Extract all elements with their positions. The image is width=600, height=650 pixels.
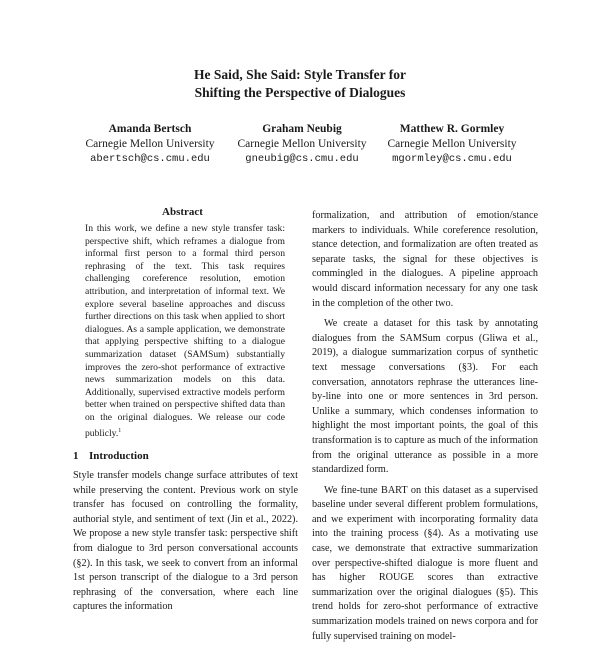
- author-3: [372, 122, 532, 167]
- body-paragraph: Style transfer models change surface attributes of text while preserving the content. Previous work on style transfer has focused on controlling the formality, authorial style, and sentiment of text (Jin et al., 2022). We propose a new style transfer task: perspective shift from dialogue to 3rd person conversational accounts (§2). In this task, we seek to convert from an informal 1st person transcript of the dialogue to a 3rd person rephrasing of the conversation, where each line captures the information: [73, 470, 298, 613]
- author-affiliation: Carnegie Mellon University: [237, 138, 367, 150]
- author-affiliation: Carnegie Mellon University: [85, 138, 215, 150]
- author-2: [222, 122, 382, 167]
- body-paragraph: formalization, and attribution of emotion/stance markers to individuals. While coreference resolution, stance detection, and formalization are often treated as separate tasks, the signal for these objectives is commingled in the dialogues. A pipeline approach would discard information necessary for any one task in the completion of the other two.: [312, 210, 538, 309]
- body-paragraph: We create a dataset for this task by annotating dialogues from the SAMSum corpus (Gliwa et al., 2019), a dialogue summarization corpus of synthetic text message conversations (§3). For each conversation, annotators rephrase the utterances line-by-line into one or more sentences in 3rd person. Unlike a summary, which condenses information to highlight the most important points, the goal of this transformation is to capture as much of the information from the original utterance as possible in a more standardized form.: [312, 318, 538, 476]
- section-title: Introduction: [89, 450, 149, 462]
- author-name: Matthew R. Gormley: [399, 123, 505, 135]
- introduction-left-column: [73, 469, 298, 615]
- author-affiliation: Carnegie Mellon University: [387, 138, 517, 150]
- section-number: 1: [73, 450, 79, 462]
- author-email: abertsch@cs.cmu.edu: [90, 153, 210, 165]
- section-heading-introduction: [73, 449, 149, 463]
- abstract-heading: Abstract: [162, 206, 203, 218]
- title-line-1: He Said, She Said: Style Transfer for: [194, 67, 406, 82]
- paper-title: [0, 66, 600, 102]
- author-email: mgormley@cs.cmu.edu: [392, 153, 512, 165]
- author-name: Graham Neubig: [262, 123, 342, 135]
- footnote-mark: 1: [118, 427, 122, 434]
- right-column: [312, 209, 538, 650]
- author-1: [70, 122, 230, 167]
- abstract-paragraph: In this work, we define a new style transfer task: perspective shift, which reframes a dialogue from informal first person to a formal third person rephrasing of the text. This task requires challenging coreference resolution, emotion attribution, and interpretation of informal text. We explore several baseline approaches and discuss further directions on this task when applied to short dialogues. As a sample application, we demonstrate that applying perspective shifting to a dialogue summarization dataset (SAMSum) substantially improves the zero-shot performance of extractive news summarization models on this data. Additionally, supervised extractive models perform better when trained on perspective shifted data than on the original dialogues. We release our code publicly.: [85, 223, 285, 439]
- abstract-text: [85, 223, 285, 440]
- author-name: Amanda Bertsch: [108, 123, 192, 135]
- author-email: gneubig@cs.cmu.edu: [245, 153, 359, 165]
- body-paragraph: We fine-tune BART on this dataset as a supervised baseline under several different problem formulations, and we experiment with incorporating formality data into the training process (§4). As a motivating use case, we demonstrate that extractive summarization over perspective-shifted dialogue is more fluent and has higher ROUGE scores than extractive summarization over the original dialogues (§5). This trend holds for zero-shot performance of extractive summarization models trained on news corpora and for fully supervised training on model-: [312, 484, 538, 642]
- title-line-2: Shifting the Perspective of Dialogues: [194, 85, 406, 100]
